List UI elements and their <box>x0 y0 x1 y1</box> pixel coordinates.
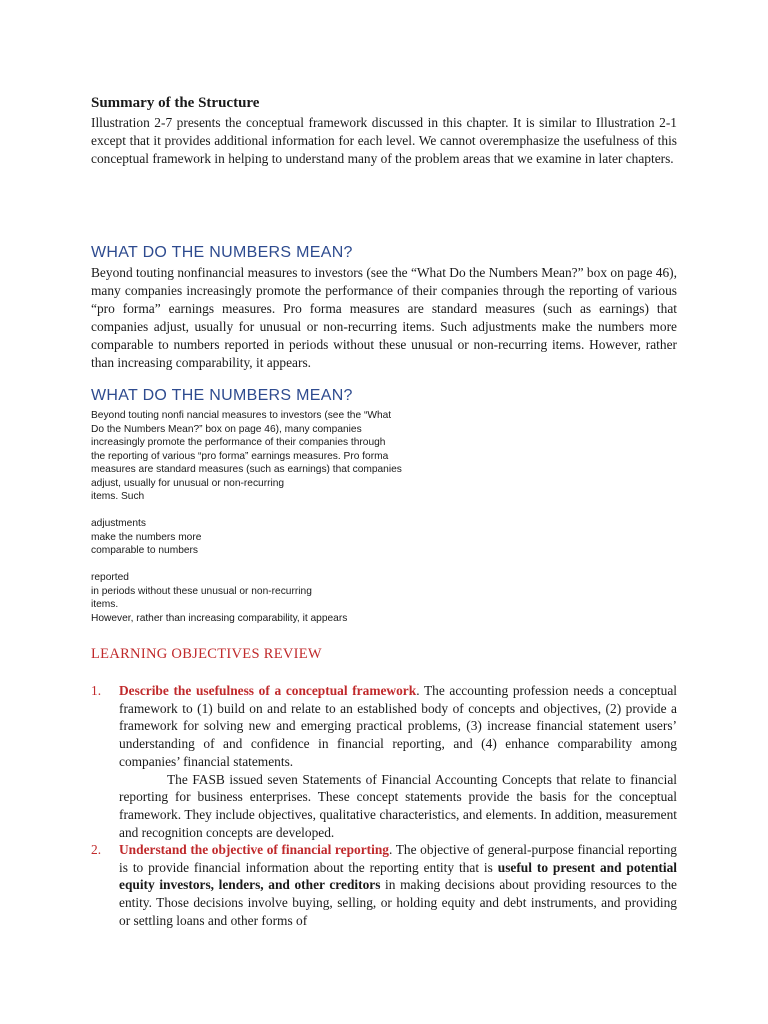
objective-emphasis: useful to present and potential equity investors, lenders, and other creditors <box>119 859 677 893</box>
text-line-gap <box>91 504 451 518</box>
objective-paragraph <box>119 841 677 930</box>
numbers-mean-paragraph-2 <box>91 409 451 625</box>
objective-body <box>119 841 677 930</box>
numbers-mean-heading-1: WHAT DO THE NUMBERS MEAN? <box>91 244 353 261</box>
text-line: in periods without these unusual or non-recurring <box>91 585 312 597</box>
objective-title: Describe the usefulness of a conceptual framework <box>119 683 417 698</box>
text-line: increasingly promote the performance of their companies through <box>91 437 386 448</box>
text-line: Beyond touting nonfi nancial measures to investors (see the “What <box>91 410 392 421</box>
text-line: comparable to numbers <box>91 545 199 556</box>
objective-paragraph <box>119 682 677 771</box>
objective-body <box>119 682 677 841</box>
objective-title: Understand the objective of financial reporting <box>119 842 389 857</box>
learning-objective-2 <box>91 841 677 930</box>
text-line: items. Such <box>91 491 145 502</box>
text-line: reported <box>91 572 129 583</box>
text-line: measures are standard measures (such as earnings) that companies <box>91 464 402 475</box>
text-line-gap <box>91 558 451 572</box>
objective-text: . The objective of general-purpose financial reporting is to provide financial information about the reporting entity that is <box>119 842 677 875</box>
text-line: make the numbers more <box>91 531 202 543</box>
summary-paragraph: Illustration 2-7 presents the conceptual framework discussed in this chapter. It is similar to Illustration 2-1 except that it provides additional information for each level. We cannot overemphasize the usefulness of this conceptual framework in helping to understand many of the problem areas that we examine in later chapters. <box>91 115 677 166</box>
objective-text: in making decisions about providing resources to the entity. Those decisions involve buying, selling, or holding equity and debt instruments, and providing or settling loans and other forms of <box>119 877 677 928</box>
text-line: the reporting of various “pro forma” earnings measures. Pro forma <box>91 450 389 462</box>
text-line: adjustments <box>91 518 146 529</box>
objective-number: 1. <box>91 683 102 698</box>
summary-heading: Summary of the Structure <box>91 95 260 111</box>
numbers-mean-heading-2: WHAT DO THE NUMBERS MEAN? <box>91 387 353 404</box>
objective-text: . The accounting profession needs a conceptual framework to (1) build on and relate to an established body of concepts and objectives, (2) provide a framework for solving new and emerging practical problems, (3) increase financial statement users’ understanding of and confidence in financial reporting, and (4) enhance comparability among companies’ financial statements. <box>119 683 677 769</box>
text-line: adjust, usually for unusual or non-recurring <box>91 477 285 489</box>
learning-objective-1 <box>91 682 677 841</box>
learning-objectives-heading: LEARNING OBJECTIVES REVIEW <box>91 646 322 662</box>
objective-paragraph-2: The FASB issued seven Statements of Financial Accounting Concepts that relate to financial reporting for business enterprises. These concept statements provide the basis for the conceptual framework. They include objectives, qualitative characteristics, and elements. In addition, measurement and recognition concepts are developed. <box>119 771 677 840</box>
numbers-mean-paragraph-1: Beyond touting nonfinancial measures to investors (see the “What Do the Numbers Mean?” box on page 46), many companies increasingly promote the performance of their companies through the reporting of various “pro forma” earnings measures. Pro forma measures are standard measures (such as earnings) that companies adjust, usually for unusual or non-recurring items. Such adjustments make the numbers more comparable to numbers reported in periods without these unusual or non-recurring items. However, rather than increasing comparability, it appears. <box>91 265 677 370</box>
text-line: Do the Numbers Mean?” box on page 46), many companies <box>91 423 362 435</box>
text-line: However, rather than increasing comparability, it appears <box>91 612 348 624</box>
text-line: items. <box>91 599 119 610</box>
objective-number: 2. <box>91 842 102 857</box>
